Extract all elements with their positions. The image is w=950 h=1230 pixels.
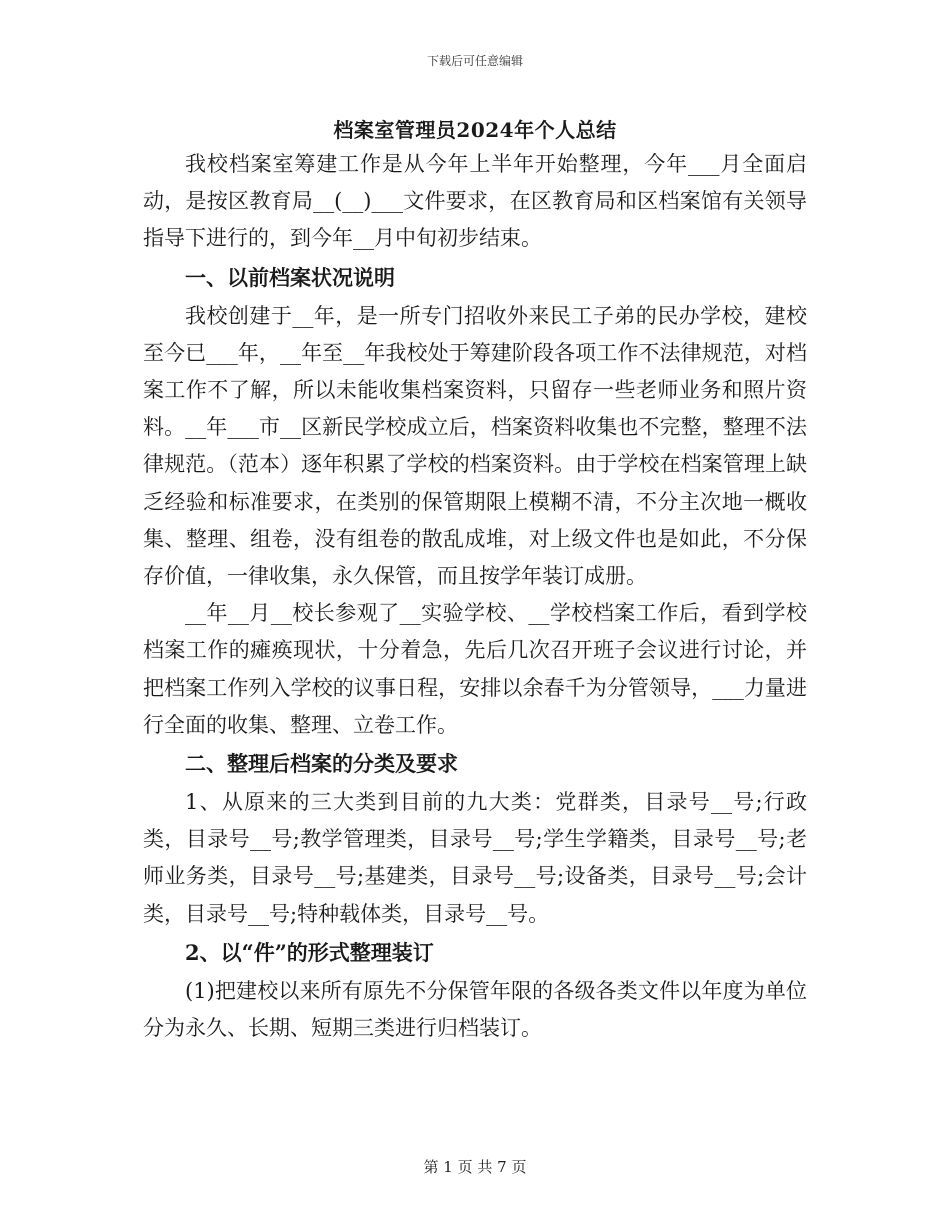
section-heading-2: 二、整理后档案的分类及要求	[185, 751, 458, 777]
paragraph-history: 我校创建于__年，是一所专门招收外来民工子弟的民办学校，建校至今已___年，__年至__年我校处于筹建阶段各项工作不法律规范，对档案工作不了解，所以未能收集档案资料，只留存一些老师业务和照片资料。__年___市__区新民学校成立后，档案资料收集也不完整，整理不法律规范。（范本）逐年积累了学校的档案资料。由于学校在档案管理上缺乏经验和标准要求，在类别的保管期限上模糊不清，不分主次地一概收集、整理、组卷，没有组卷的散乱成堆，对上级文件也是如此，不分保存价值，一律收集，永久保管，而且按学年装订成册。	[143, 303, 807, 589]
page-number-footer: 第 1 页 共 7 页	[423, 1158, 527, 1176]
paragraph-intro: 我校档案室筹建工作是从今年上半年开始整理，今年___月全面启动，是按区教育局__(__)___文件要求，在区教育局和区档案馆有关领导指导下进行的，到今年__月中旬初步结束。	[143, 152, 807, 251]
paragraph-visit: __年__月__校长参观了__实验学校、__学校档案工作后，看到学校档案工作的瘫痪现状，十分着急，先后几次召开班子会议进行讨论，并把档案工作列入学校的议事日程，安排以余春千为分管领导，___力量进行全面的收集、整理、立卷工作。	[143, 601, 807, 737]
subsection-heading-binding: 2、以“件”的形式整理装订	[185, 939, 434, 965]
page-header-note: 下载后可任意编辑	[426, 54, 523, 68]
section-heading-1: 一、以前档案状况说明	[185, 264, 395, 290]
paragraph-categories: 1、从原来的三大类到目前的九大类：党群类，目录号__号;行政类，目录号__号;教学管理类，目录号__号;学生学籍类，目录号__号;老师业务类，目录号__号;基建类，目录号__号;设备类，目录号__号;会计类，目录号__号;特种载体类，目录号__号。	[143, 790, 807, 926]
document-body	[143, 146, 807, 1047]
document-title: 档案室管理员2024年个人总结	[333, 118, 617, 142]
paragraph-binding-1: (1)把建校以来所有原先不分保管年限的各级各类文件以年度为单位分为永久、长期、短期三类进行归档装订。	[143, 978, 807, 1041]
